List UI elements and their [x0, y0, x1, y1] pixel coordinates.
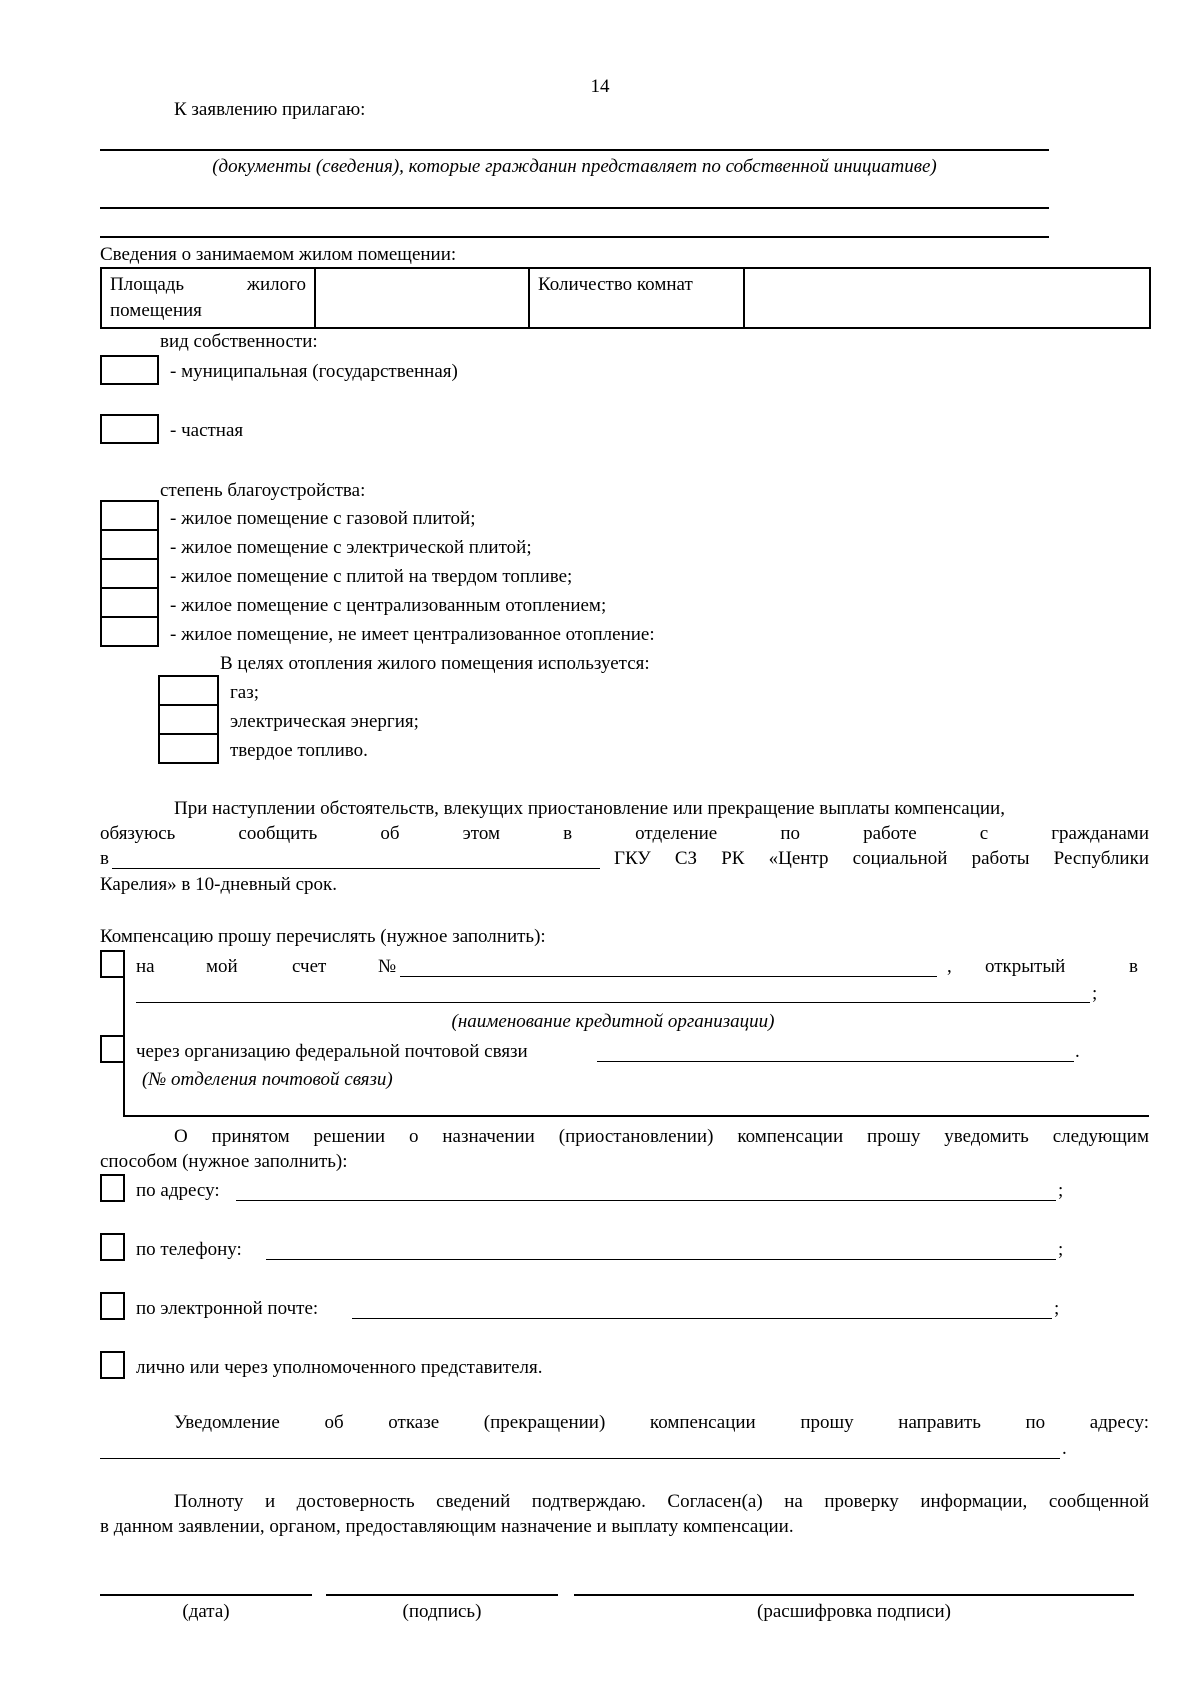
attachments-line-2[interactable]: [100, 207, 1049, 209]
rooms-value-cell[interactable]: [744, 268, 1150, 328]
obligation-word: обязуюсь: [100, 823, 176, 844]
bank-caption: (наименование кредитной организации): [451, 1011, 775, 1032]
post-caption: (№ отделения почтовой связи): [142, 1069, 393, 1090]
refusal-word: отказе: [388, 1412, 440, 1433]
confirmation-line-1: Полноту и достоверность сведений подтверждаю. Согласен(а) на проверку информации, сообщенной: [174, 1491, 1149, 1512]
heating-electric-label: электрическая энергия;: [230, 711, 419, 732]
obligation-line-3: [614, 847, 1149, 871]
heating-gas-label: газ;: [230, 682, 260, 703]
attachments-label: К заявлению прилагаю:: [174, 99, 366, 120]
bank-name-line[interactable]: [136, 1002, 1090, 1003]
amenity-electric-stove-label: - жилое помещение с электрической плитой;: [170, 537, 532, 558]
signature-decode-line[interactable]: [574, 1594, 1134, 1596]
refusal-word: компенсации: [649, 1412, 756, 1433]
obligation-word: этом: [462, 823, 500, 844]
ownership-municipal-label: - муниципальная (государственная): [170, 361, 458, 382]
obligation-word: РК: [721, 848, 745, 869]
area-label-word1: Площадь: [110, 274, 185, 295]
post-label: через организацию федеральной почтовой связи: [136, 1041, 528, 1062]
amenity-electric-stove-checkbox[interactable]: [100, 529, 159, 560]
notify-phone-label: по телефону:: [136, 1239, 242, 1260]
date-line[interactable]: [100, 1594, 312, 1596]
amenity-no-central-heating-label: - жилое помещение, не имеет централизованное отопление:: [170, 624, 655, 645]
attachments-caption: (документы (сведения), которые гражданин представляет по собственной инициативе): [212, 156, 937, 177]
obligation-word: сообщить: [238, 823, 318, 844]
obligation-line-4: Карелия» в 10-дневный срок.: [100, 874, 337, 895]
obligation-word: ГКУ: [614, 848, 651, 869]
account-comma: ,: [947, 956, 952, 977]
post-dot: .: [1075, 1041, 1080, 1062]
heating-solid-fuel-label: твердое топливо.: [230, 740, 368, 761]
heating-heading: В целях отопления жилого помещения используется:: [220, 653, 650, 674]
notify-email-checkbox[interactable]: [100, 1292, 125, 1320]
obligation-word: с: [979, 823, 989, 844]
obligation-word: гражданами: [1051, 823, 1149, 844]
refusal-word: адресу:: [1089, 1412, 1149, 1433]
ownership-private-label: - частная: [170, 420, 244, 441]
ownership-heading: вид собственности:: [160, 331, 318, 352]
notify-email-line[interactable]: [352, 1318, 1052, 1319]
obligation-line-3-prefix: в: [100, 848, 109, 869]
refusal-word: Уведомление: [174, 1412, 280, 1433]
account-word-on: на: [136, 956, 155, 977]
rooms-label-cell: Количество комнат: [529, 268, 744, 328]
account-number-sign: №: [378, 956, 397, 977]
area-label-cell: [101, 268, 315, 328]
heating-gas-checkbox[interactable]: [158, 675, 219, 706]
date-caption: (дата): [182, 1601, 230, 1622]
department-fill-line[interactable]: [112, 868, 600, 869]
bank-semicolon: ;: [1092, 983, 1098, 1004]
notify-phone-line[interactable]: [266, 1259, 1056, 1260]
area-label-word2: жилого: [246, 274, 306, 295]
refusal-line: [174, 1411, 1149, 1435]
area-value-cell[interactable]: [315, 268, 529, 328]
notification-intro-line-2: способом (нужное заполнить):: [100, 1151, 348, 1172]
account-in-word: в: [1129, 956, 1138, 977]
notify-address-line[interactable]: [236, 1200, 1056, 1201]
refusal-end: .: [1062, 1438, 1067, 1459]
payment-account-checkbox[interactable]: [100, 950, 125, 978]
housing-heading: Сведения о занимаемом жилом помещении:: [100, 244, 457, 265]
payment-bracket-bottom: [123, 1115, 1149, 1117]
obligation-word: Республики: [1053, 848, 1149, 869]
account-number-line[interactable]: [400, 976, 937, 977]
notification-intro-line-1: О принятом решении о назначении (приостановлении) компенсации прошу уведомить следующим: [174, 1126, 1149, 1147]
amenity-solid-fuel-label: - жилое помещение с плитой на твердом топливе;: [170, 566, 573, 587]
refusal-word: (прекращении): [483, 1412, 606, 1433]
obligation-word: работы: [971, 848, 1030, 869]
refusal-word: направить: [898, 1412, 981, 1433]
notify-address-end: ;: [1058, 1180, 1064, 1201]
area-label-line2: помещения: [110, 300, 202, 321]
obligation-line-2: [100, 822, 1149, 846]
attachments-line-1[interactable]: [100, 149, 1049, 151]
heating-solid-fuel-checkbox[interactable]: [158, 733, 219, 764]
obligation-word: отделение: [635, 823, 718, 844]
amenity-solid-fuel-checkbox[interactable]: [100, 558, 159, 589]
amenity-gas-stove-checkbox[interactable]: [100, 500, 159, 531]
amenity-gas-stove-label: - жилое помещение с газовой плитой;: [170, 508, 476, 529]
post-office-line[interactable]: [597, 1061, 1074, 1062]
notify-address-checkbox[interactable]: [100, 1174, 125, 1202]
refusal-word: прошу: [800, 1412, 854, 1433]
account-word-my: мой: [206, 956, 238, 977]
ownership-private-checkbox[interactable]: [100, 414, 159, 444]
notify-phone-checkbox[interactable]: [100, 1233, 125, 1261]
notify-personal-checkbox[interactable]: [100, 1351, 125, 1379]
notify-email-end: ;: [1054, 1298, 1060, 1319]
amenity-no-central-heating-checkbox[interactable]: [100, 616, 159, 647]
signature-decode-caption: (расшифровка подписи): [757, 1601, 951, 1622]
amenity-central-heating-checkbox[interactable]: [100, 587, 159, 618]
notify-phone-end: ;: [1058, 1239, 1064, 1260]
attachments-line-3[interactable]: [100, 236, 1049, 238]
amenities-heading: степень благоустройства:: [160, 480, 366, 501]
housing-table: [100, 267, 1151, 329]
obligation-word: социальной: [852, 848, 948, 869]
obligation-word: об: [380, 823, 400, 844]
notify-address-label: по адресу:: [136, 1180, 220, 1201]
page-number: 14: [590, 76, 610, 97]
account-opened-word: открытый: [985, 956, 1066, 977]
ownership-municipal-checkbox[interactable]: [100, 355, 159, 385]
account-word-account: счет: [292, 956, 327, 977]
refusal-address-line[interactable]: [100, 1458, 1060, 1459]
obligation-word: в: [563, 823, 573, 844]
obligation-line-1: При наступлении обстоятельств, влекущих приостановление или прекращение выплаты компенсации,: [174, 798, 1005, 819]
obligation-word: работе: [863, 823, 917, 844]
heating-electric-checkbox[interactable]: [158, 704, 219, 735]
payment-post-checkbox[interactable]: [100, 1035, 125, 1063]
notify-email-label: по электронной почте:: [136, 1298, 319, 1319]
obligation-word: «Центр: [768, 848, 829, 869]
obligation-word: по: [780, 823, 800, 844]
confirmation-line-2: в данном заявлении, органом, предоставляющим назначение и выплату компенсации.: [100, 1516, 794, 1537]
notify-personal-label: лично или через уполномоченного представителя.: [136, 1357, 543, 1378]
signature-line[interactable]: [326, 1594, 558, 1596]
refusal-word: об: [324, 1412, 344, 1433]
amenity-central-heating-label: - жилое помещение с централизованным отоплением;: [170, 595, 607, 616]
signature-caption: (подпись): [402, 1601, 482, 1622]
obligation-word: СЗ: [674, 848, 698, 869]
refusal-word: по: [1025, 1412, 1046, 1433]
payment-heading: Компенсацию прошу перечислять (нужное заполнить):: [100, 926, 546, 947]
